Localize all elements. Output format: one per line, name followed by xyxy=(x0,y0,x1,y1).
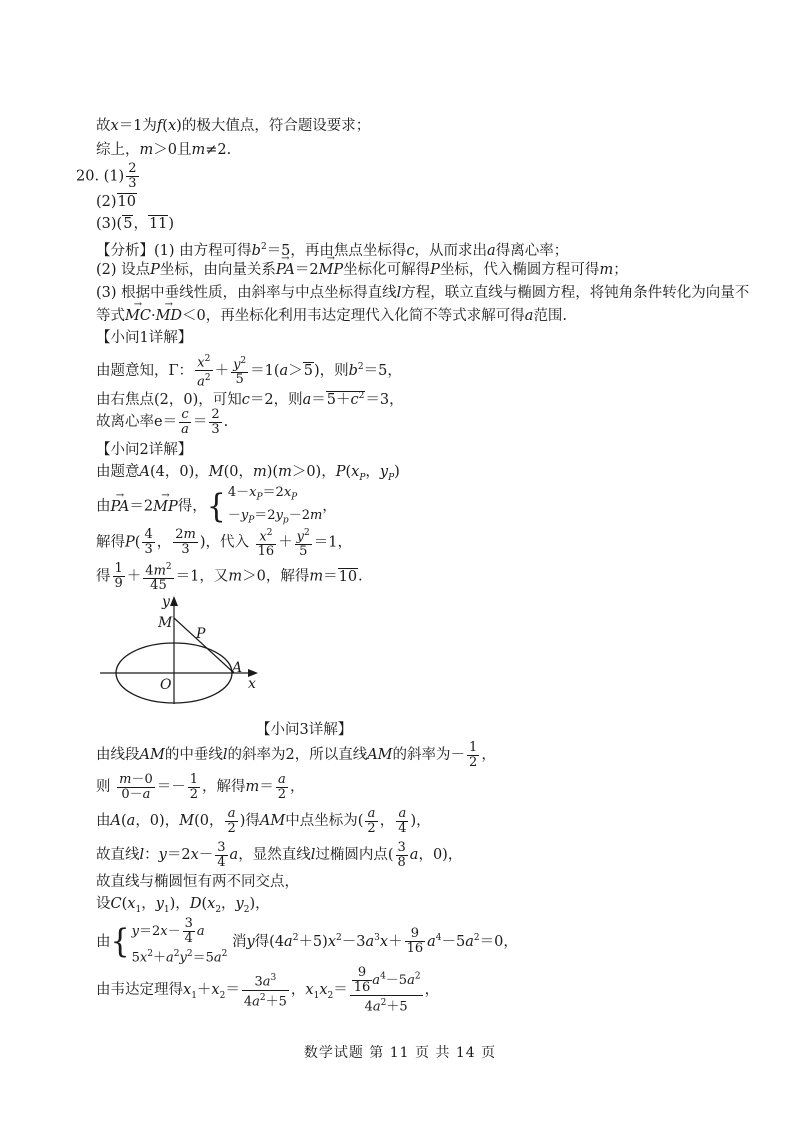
sub1-line-2: 由右焦点(2，0)，可知c＝2，则$a=5+c^2=3$， xyxy=(96,391,404,408)
y-axis-arrow xyxy=(170,596,178,606)
answer-3: (3)(5，11) xyxy=(96,216,175,232)
label-O: O xyxy=(160,677,172,693)
sub2-line-2: 由→ PA＝2→ MP得，{ $4-x_P=2x_P$ $-y_P=2y_p-2m$ ， xyxy=(96,484,337,529)
sub2-line-1: 由题意A(4，0)，M(0，m)(m＞0)，$P(x_P$，$y_P$) xyxy=(96,464,400,483)
sub2-line-3: 解得P( $\frac{4}{3}$ ， $\frac{2m}{3}$ )，代入 $\frac{x^2}{16}$ ＋ $\frac{y^2}{5}$ ＝1， xyxy=(96,527,352,560)
sub3-line-3: 由A(a，0)，M(0， $\frac{a}{2}$ )得AM中点坐标为( $\frac{a}{2}$ ， $\frac{a}{4}$ )， xyxy=(96,805,431,836)
question-20-answer-1: 20. (1) $\frac{2}{3}$ xyxy=(76,161,137,191)
sub3-line-8: 由韦达定理得$x_1+x_2=$ $\frac{3a^3}{4a^2+5}$ ，$x_1x_2=$ $\frac{9}{16}$ $a^4-5a^2$ $4a^2+5$ ， xyxy=(96,965,440,1015)
analysis-line-1: 【分析】(1) 由方程可得$b^2=5$，再由焦点坐标得c，从而求出a得离心率； xyxy=(96,242,569,259)
label-y: y xyxy=(162,594,170,610)
ellipse-figure xyxy=(96,590,276,710)
sub3-title: 【小问3详解】 xyxy=(256,722,353,738)
label-A: A xyxy=(232,660,243,676)
text-line-2: 综上，m＞0且m≠2. xyxy=(96,142,232,158)
sub3-line-7: 由{ y＝2x－ $\frac{3}{4}$ a $5x^2+a^2y^2=5a^2$ 消y得$(4a^2+5)x^2-3a^3x+$ $\frac{9}{16}$ $a^4-5a^2=0$， xyxy=(96,916,518,966)
analysis-line-2: (2) 设点P坐标，由向量关系→ PA＝2→ MP坐标化可解得P坐标，代入椭圆方程可得m； xyxy=(96,260,628,280)
label-x: x xyxy=(248,676,256,692)
sub3-line-4: 故直线l：y＝2x－ $\frac{3}{4}$ a，显然直线l过椭圆内点( $\frac{3}{8}$ a，0)， xyxy=(96,839,463,870)
sub3-line-5: 故直线与椭圆恒有两不同交点， xyxy=(96,874,299,890)
sub2-title: 【小问2详解】 xyxy=(96,442,193,458)
label-M: M xyxy=(158,615,173,631)
analysis-line-3: (3) 根据中垂线性质，由斜率与中点坐标得直线l方程，联立直线与椭圆方程，将钝角条件转化为向量不 xyxy=(96,285,750,301)
sub1-line-1: 由题意知，Γ： $\frac{x^2}{a^2}$ ＋ $\frac{y^2}{5}$ ＝1(a＞5)，则$b^2=5$， xyxy=(96,354,402,390)
page-footer: 数学试题 第 11 页 共 14 页 xyxy=(303,1045,497,1061)
analysis-line-4: 等式→ MC·→ MD＜0，再坐标化利用韦达定理代入化简不等式求解可得a范围. xyxy=(96,306,567,326)
label-P: P xyxy=(196,626,206,642)
sub3-line-2: 则 $\frac{m-0}{0-a}$ ＝－ $\frac{1}{2}$ ，解得m＝ $\frac{a}{2}$ ， xyxy=(96,771,305,802)
sub1-line-3: 故离心率e＝ $\frac{c}{a}$ ＝ $\frac{2}{3}$ . xyxy=(96,406,229,437)
sub3-line-1: 由线段AM的中垂线l的斜率为2，所以直线AM的斜率为－ $\frac{1}{2}$ ， xyxy=(96,739,496,770)
answer-2: (2)10 xyxy=(96,194,136,210)
sub3-line-6: 设$C(x_1$，$y_1$)，$D(x_2$，$y_2$)， xyxy=(96,896,270,915)
sub1-title: 【小问1详解】 xyxy=(96,330,193,346)
text-line-1: 故x＝1为f(x)的极大值点，符合题设要求； xyxy=(96,118,371,134)
sub2-line-4: 得 $\frac{1}{9}$ ＋ $\frac{4m^2}{45}$ ＝1，又m＞0，解得m＝10. xyxy=(96,561,363,594)
